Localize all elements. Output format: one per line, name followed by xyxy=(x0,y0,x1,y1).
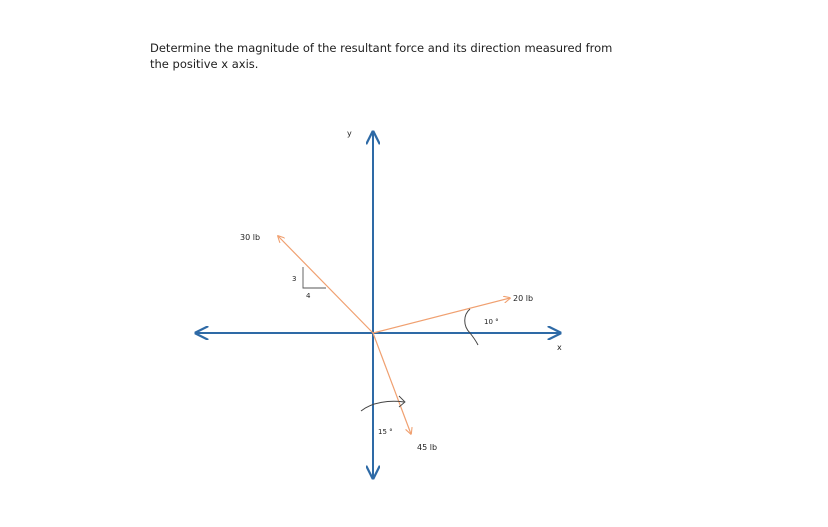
y-axis-label: y xyxy=(347,129,352,138)
problem-line-1: Determine the magnitude of the resultant force and its direction measured from xyxy=(150,41,613,55)
force-30-label: 30 lb xyxy=(240,233,261,242)
force-30-vector xyxy=(278,236,373,333)
slope-run-label: 4 xyxy=(306,292,311,300)
slope-triangle xyxy=(303,267,326,288)
force-20-label: 20 lb xyxy=(513,294,534,303)
force-45-vector xyxy=(373,333,411,434)
x-axis-label: x xyxy=(557,343,562,352)
force-45-label: 45 lb xyxy=(417,443,438,452)
angle-arc-10 xyxy=(465,309,478,345)
angle-15-label: 15 ° xyxy=(378,428,393,436)
problem-line-2: the positive x axis. xyxy=(150,57,259,71)
angle-10-label: 10 ° xyxy=(484,318,499,326)
slope-rise-label: 3 xyxy=(292,275,297,283)
force-20-vector xyxy=(373,298,510,333)
angle-arc-15 xyxy=(361,401,404,411)
